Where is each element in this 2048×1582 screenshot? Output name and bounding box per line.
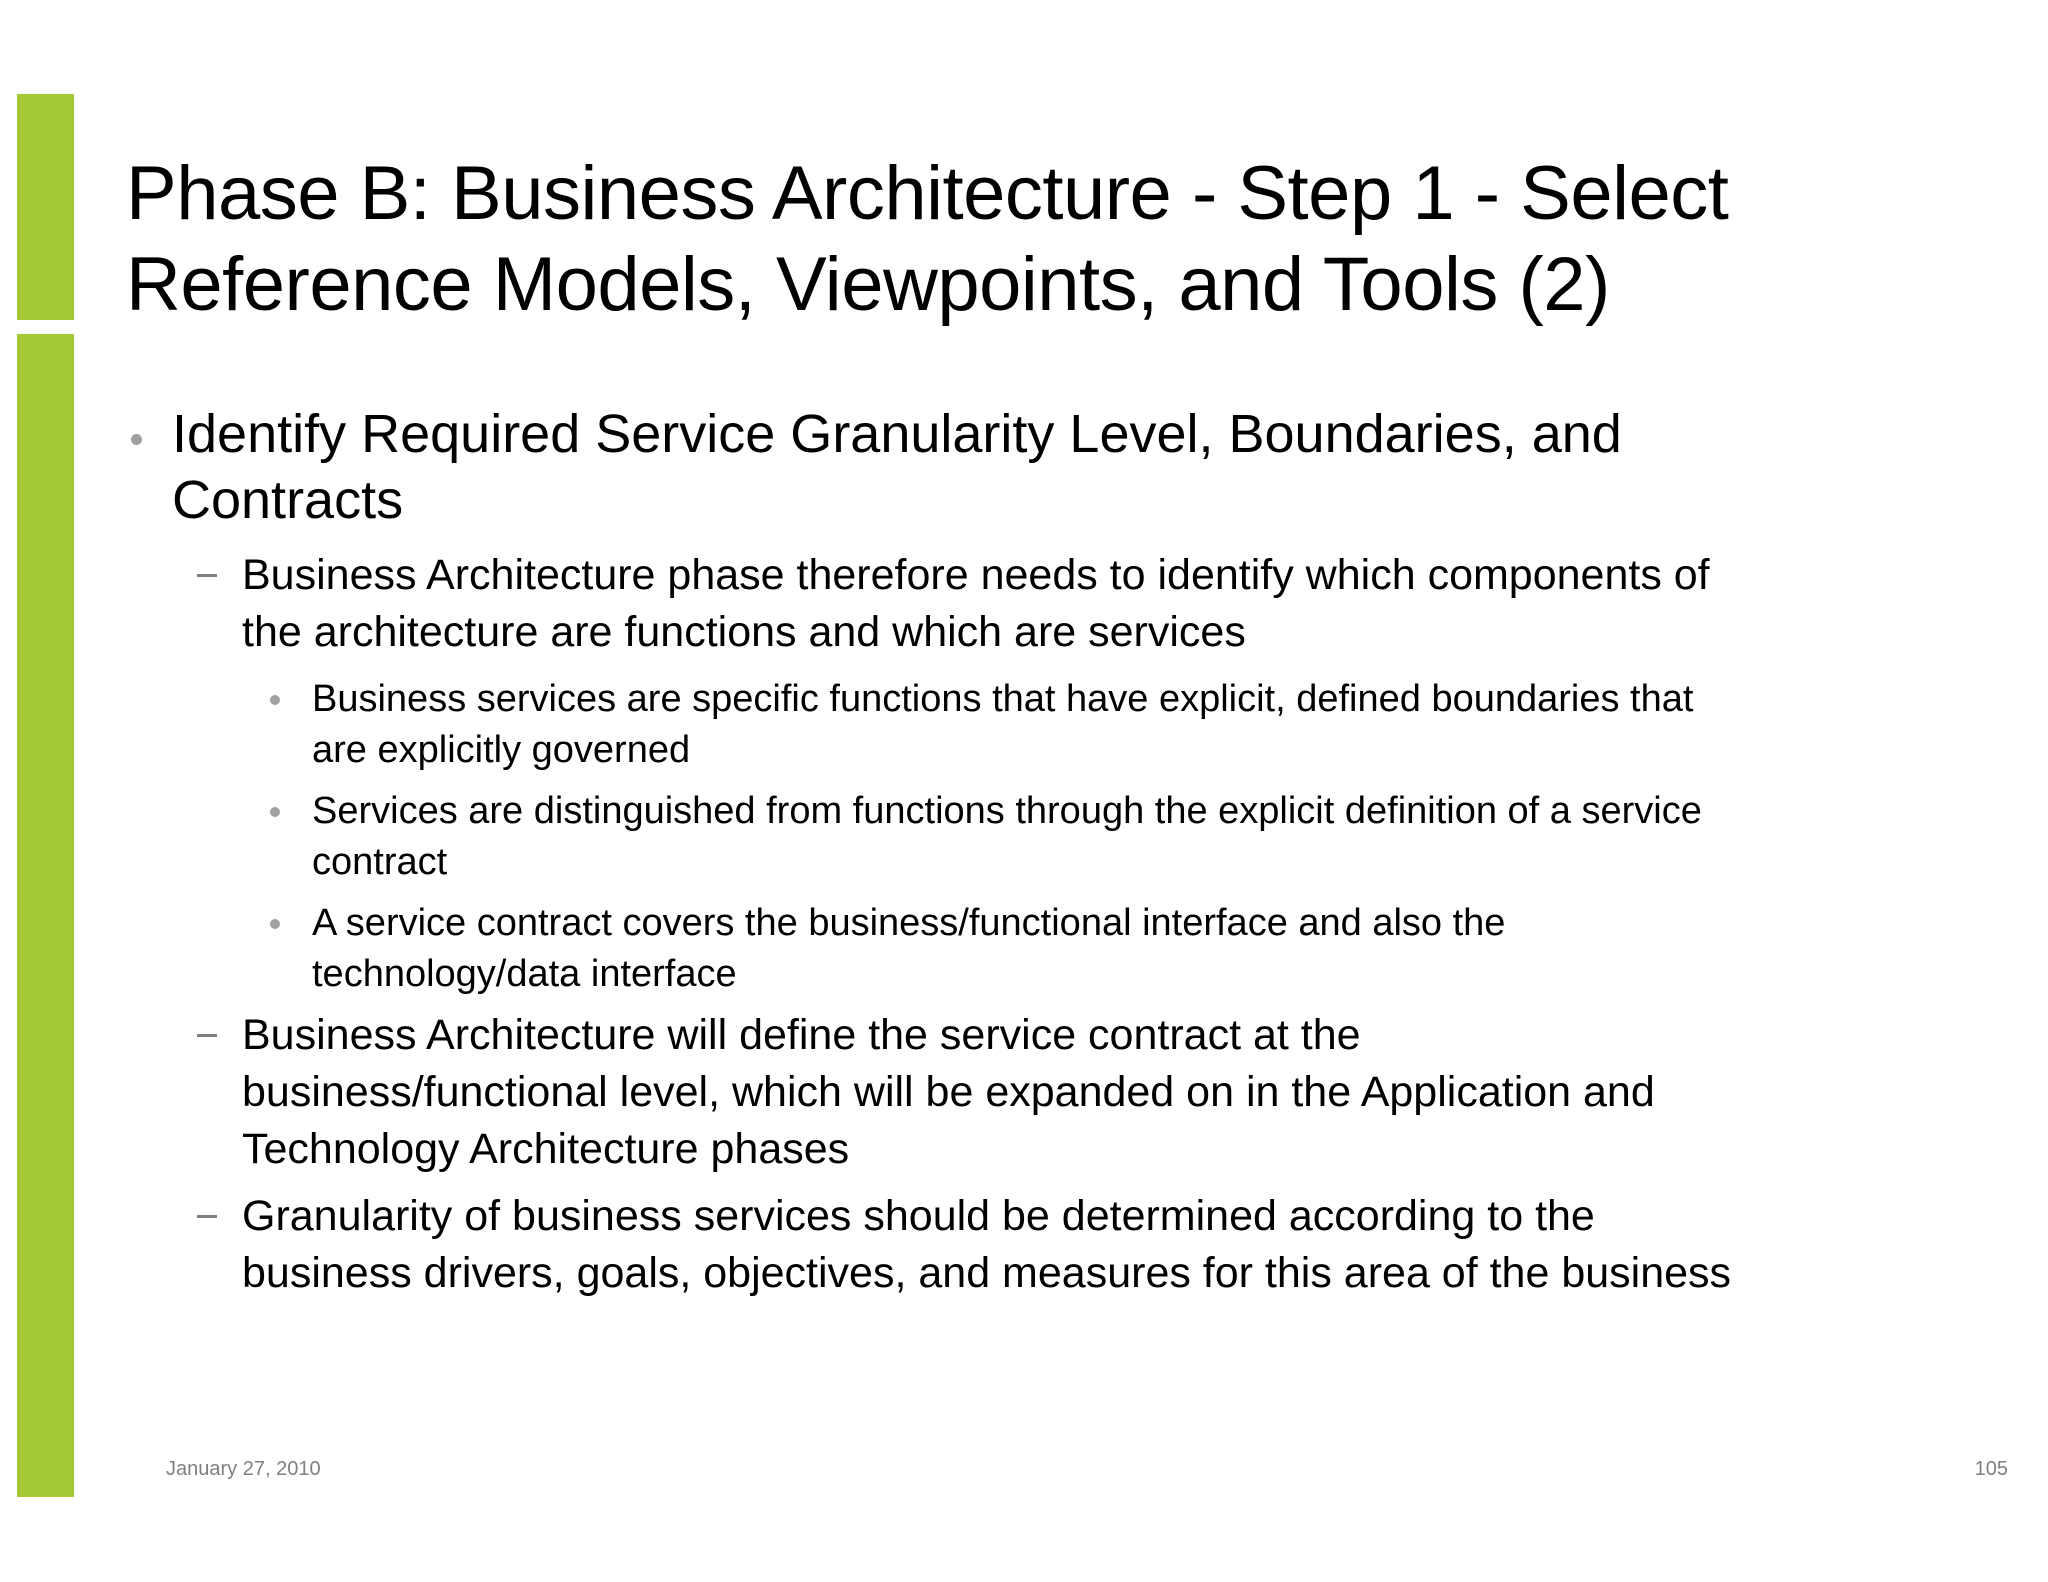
title-line: Reference Models, Viewpoints, and Tools (2) xyxy=(126,242,1610,327)
sub-sub-bullet-item: A service contract covers the business/functional interface and also the technology/data interface xyxy=(312,902,1506,995)
accent-bar-bottom xyxy=(17,334,74,1497)
title-line: Phase B: Business Architecture - Step 1 - Select xyxy=(126,151,1729,236)
footer-date: January 27, 2010 xyxy=(166,1458,321,1480)
dash-icon xyxy=(197,574,217,577)
bullet-icon xyxy=(270,919,280,929)
bullet-icon xyxy=(270,695,280,705)
dash-icon xyxy=(197,1215,217,1218)
slide-title xyxy=(126,148,1986,330)
sub-bullet-item: Business Architecture will define the service contract at the business/functional level, which will be expanded on in the Application and Technology Architecture phases xyxy=(242,1011,1655,1173)
sub-sub-bullet-item: Business services are specific functions that have explicit, defined boundaries that are explicitly governed xyxy=(312,678,1694,771)
page-number: 105 xyxy=(1974,1458,2008,1480)
sub-bullet-item: Granularity of business services should be determined according to the business drivers, goals, objectives, and measures for this area of the business xyxy=(242,1192,1732,1297)
sub-bullet-item: Business Architecture phase therefore needs to identify which components of the architecture are functions and which are services xyxy=(242,551,1710,656)
sub-sub-bullet-item: Services are distinguished from functions through the explicit definition of a service contract xyxy=(312,790,1702,883)
bullet-item: Identify Required Service Granularity Level, Boundaries, and Contracts xyxy=(172,404,1622,530)
bullet-icon xyxy=(131,434,142,445)
bullet-icon xyxy=(270,807,280,817)
dash-icon xyxy=(197,1034,217,1037)
accent-bar-top xyxy=(17,94,74,320)
